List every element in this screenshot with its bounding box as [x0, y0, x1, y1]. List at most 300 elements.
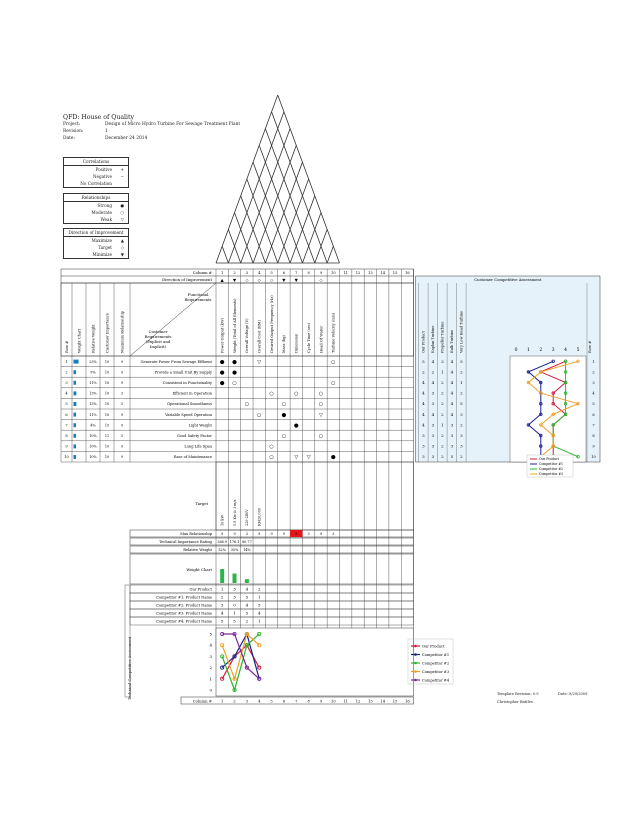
row-number-right: 4: [592, 391, 595, 396]
assessment-value: 2: [441, 390, 444, 396]
legend-marker: [414, 653, 417, 656]
relative-weight: 10%: [89, 434, 97, 438]
tech-comp-value: 1: [220, 586, 224, 592]
direction-symbol: ◇: [319, 277, 323, 283]
assessment-value: 2: [460, 454, 463, 460]
row-number-right: 2: [592, 370, 595, 375]
legend-label: Moderate: [91, 210, 112, 215]
tech-comp-value: 3: [233, 586, 236, 592]
tech-comp-value: 1: [257, 618, 261, 624]
legend-label: Competitor #3: [422, 669, 450, 674]
column-number: 16: [405, 271, 410, 275]
column-number-label: Column #: [192, 698, 212, 704]
column-number: 10: [331, 699, 336, 704]
weight-chart-bar: [233, 574, 237, 583]
max-relationship: 9: [120, 444, 124, 449]
max-rel-value: 9: [221, 532, 224, 536]
roof-line: [327, 246, 333, 263]
assessment-value: 3: [460, 411, 463, 417]
assessment-column-header: Propeller Turbine: [440, 321, 445, 353]
legend-marker: [414, 662, 417, 665]
assessment-value: 2: [460, 390, 463, 396]
column-number: 14: [380, 271, 386, 275]
relationships-title: Relationships: [64, 194, 128, 202]
direction-symbol: ◇: [257, 277, 261, 283]
row-number: 10: [64, 455, 69, 460]
tech-comp-value: 2: [220, 594, 224, 600]
max-rel-value: 3: [307, 532, 310, 536]
customer-importance: 10: [104, 391, 110, 396]
customer-importance: 10: [104, 359, 110, 364]
column-number: 8: [307, 271, 310, 275]
max-rel-value: 9: [282, 532, 286, 536]
max-rel-value: 3: [245, 532, 248, 536]
assessment-column-header: Our Product: [421, 331, 426, 353]
column-number: 6: [282, 271, 286, 275]
date-label: Date:: [63, 136, 75, 141]
column-number: 12: [355, 699, 361, 704]
tech-comp-value: 5: [245, 594, 249, 600]
max-rel-value: 9: [319, 532, 323, 536]
rel-weight-label: Relative Weight: [183, 548, 212, 552]
tech-comp-value: 5: [220, 618, 224, 624]
customer-importance: 10: [104, 381, 110, 385]
tech-comp-value: 2: [245, 618, 249, 624]
relationship-symbol: ●: [219, 369, 225, 376]
assessment-value: 2: [441, 411, 444, 417]
functional-req-title: Functional: [187, 292, 209, 297]
assessment-value: 3: [422, 454, 425, 460]
customer-requirement: Generate Power From Sewage Effluent: [140, 359, 212, 364]
legend-marker: [414, 670, 417, 673]
rel-weight-value: 14%: [243, 548, 251, 552]
row-number: 8: [65, 434, 68, 438]
plus-icon: +: [120, 167, 124, 172]
max-rel-value: 9: [233, 532, 236, 536]
footer-author: Christopher Battles: [497, 700, 533, 704]
footer-date: Date: 9/29/2009: [558, 692, 588, 696]
tech-comp-title: Technical Competitive Assessment: [128, 636, 132, 700]
relationship-symbol: ○: [331, 380, 336, 387]
assessment-value: 3: [431, 454, 435, 460]
relative-weight: 13%: [89, 391, 97, 396]
weight-chart-bar: [245, 579, 249, 583]
assessment-value: 4: [450, 401, 454, 407]
weight-chart-box: [130, 554, 414, 584]
assessment-value: 4: [431, 380, 435, 385]
assessment-value: 4: [422, 422, 425, 428]
assessment-value: 2: [460, 369, 463, 375]
assessment-value: 2: [441, 443, 444, 449]
weight-bar: [74, 444, 77, 448]
assessment-value: 3: [450, 443, 454, 449]
assessment-value: 5: [460, 358, 463, 364]
weight-bar: [74, 423, 77, 427]
row-number: 1: [65, 359, 68, 364]
assessment-value: 1: [460, 380, 463, 385]
functional-requirement: Weight (Total of All Elements): [232, 298, 237, 353]
roof-line: [228, 112, 284, 263]
weight-bar: [74, 391, 77, 395]
assessment-column-header: Bulb Turbine: [450, 329, 455, 353]
column-number: 9: [319, 699, 323, 704]
row-number: 2: [65, 370, 68, 375]
assessment-value: 3: [460, 443, 463, 449]
scale-tick: 2: [539, 348, 543, 353]
roof-line: [253, 145, 296, 263]
row-number-right: 7: [592, 423, 595, 428]
column-number: 1: [221, 271, 224, 275]
left-column-header: Row #: [64, 340, 69, 353]
max-relationship: 9: [120, 359, 124, 364]
assessment-value: 3: [431, 433, 435, 438]
relationship-symbol: ○: [269, 454, 274, 461]
weight-bar: [74, 434, 77, 438]
row-number-right: 10: [591, 455, 596, 460]
y-tick-label: 5: [209, 631, 212, 637]
row-number: 4: [65, 391, 68, 396]
left-column-header: Relative Weight: [91, 324, 96, 353]
relationship-symbol: ▽: [294, 454, 299, 461]
assessment-value: 4: [450, 358, 454, 364]
column-number: 10: [331, 271, 336, 275]
scale-tick: 3: [551, 348, 555, 353]
functional-requirement: Overall Cost (RM): [257, 320, 262, 353]
legend-label: Negative: [92, 174, 112, 179]
column-number: 16: [405, 699, 410, 704]
column-number: 13: [368, 699, 373, 704]
relationship-symbol: ●: [293, 422, 299, 429]
tech-comp-value: 2: [257, 586, 261, 592]
assessment-value: 4: [422, 390, 425, 396]
legend-label: Competitor #4: [422, 678, 450, 683]
assessment-value: 3: [422, 433, 425, 438]
assessment-value: 4: [422, 380, 425, 385]
customer-importance: 11: [104, 434, 110, 438]
weight-bar: [74, 370, 77, 374]
row-number-right: 1: [592, 359, 595, 364]
tech-imp-label: Technical Importance Rating: [159, 540, 212, 544]
legend-marker: [414, 679, 417, 682]
tech-comp-label: Competitor #4: Product Name: [156, 619, 212, 624]
assessment-column-header: Very Low Head Turbine: [459, 310, 464, 353]
scale-tick: 4: [564, 348, 568, 353]
assessment-value: 5: [450, 454, 454, 460]
assessment-value: 2: [441, 380, 444, 385]
target-value: 10 kW: [220, 515, 225, 526]
legend-label: Competitor #1: [422, 652, 450, 657]
triangle-up-icon: ▲: [120, 238, 124, 243]
rel-weight-value: 35%: [230, 548, 239, 552]
row-number: 3: [65, 381, 68, 385]
legend-label: Positive: [95, 167, 112, 172]
filled-circle-icon: ●: [120, 203, 124, 208]
legend-label: Competitor #2: [422, 661, 450, 666]
relationship-symbol: ○: [269, 444, 274, 451]
functional-requirement: Turbine Velocity (m/s): [331, 312, 336, 353]
weight-bar: [74, 402, 77, 406]
footer-template: Template Revision: 0.9: [497, 692, 539, 696]
relative-weight: 11%: [89, 381, 97, 385]
column-number: 7: [295, 699, 298, 704]
assessment-value: 3: [441, 358, 444, 364]
max-relationship: 9: [120, 455, 124, 460]
assessment-value: 4: [450, 411, 454, 417]
legend-label: Target: [98, 245, 112, 250]
max-rel-value: 9: [295, 532, 298, 536]
customer-requirement: Efficient in Operation: [172, 391, 212, 396]
customer-req-title: Implicit): [149, 344, 167, 349]
assessment-value: 4: [450, 369, 454, 375]
relative-weight: 4%: [90, 423, 96, 428]
column-number: 5: [270, 271, 273, 275]
project-label: Project:: [63, 122, 81, 127]
assessment-value: 5: [422, 358, 425, 364]
rel-weight-value: 52%: [218, 548, 226, 552]
minus-icon: −: [120, 174, 124, 179]
column-number: 6: [282, 699, 286, 704]
y-tick-label: 1: [209, 676, 212, 682]
target-value: RM20,000: [257, 508, 262, 526]
tech-imp-value: 176.1: [229, 540, 240, 544]
roof-line: [247, 179, 278, 263]
tech-comp-row: [130, 585, 414, 593]
max-relationship: 9: [120, 370, 124, 375]
assessment-value: 4: [422, 411, 425, 417]
relationship-symbol: ▽: [319, 412, 323, 419]
legend-label: Strong: [97, 203, 112, 208]
tech-comp-value: 5: [245, 610, 249, 616]
relationship-symbol: ○: [232, 380, 237, 387]
customer-requirement: Ease of Maintenance: [173, 455, 212, 460]
y-tick-label: 2: [209, 665, 212, 671]
relationship-symbol: ○: [331, 359, 336, 366]
tech-comp-value: 1: [233, 610, 236, 616]
relationship-symbol: ●: [281, 412, 287, 419]
relationship-symbol: ○: [269, 391, 274, 398]
customer-requirement: Good Safety Factor: [176, 434, 212, 438]
column-number: 2: [233, 699, 236, 704]
customer-importance: 10: [104, 455, 110, 460]
max-rel-value: 3: [332, 532, 335, 536]
tech-comp-label: Our Product: [189, 587, 212, 592]
row-number-right: 5: [592, 402, 595, 407]
relationship-symbol: ●: [232, 359, 237, 366]
tech-comp-value: 1: [257, 594, 261, 600]
column-number: 4: [258, 699, 261, 704]
page-title: QFD: House of Quality: [63, 114, 134, 121]
assessment-value: 2: [441, 401, 444, 407]
relationship-symbol: ▽: [306, 454, 311, 461]
relationship-symbol: ○: [318, 433, 324, 440]
assessment-value: 3: [431, 390, 435, 396]
column-number: 8: [307, 699, 310, 704]
relationship-symbol: ●: [219, 359, 225, 366]
assessment-value: 4: [431, 358, 435, 364]
tech-comp-label: Competitor #1: Product Name: [156, 595, 212, 600]
revision-label: Revision:: [63, 129, 84, 134]
customer-assessment-title: Customer Competitive Assessment: [474, 277, 542, 282]
y-tick-label: 0: [209, 687, 212, 693]
assessment-value: 2: [422, 369, 425, 375]
column-number: 12: [355, 271, 361, 275]
triangle-down-icon: ▼: [120, 252, 124, 257]
row-number-header-right: Row #: [588, 340, 592, 353]
row-number: 7: [65, 423, 68, 428]
customer-requirement: Provide a Small Unit By Supply: [154, 370, 212, 375]
circle-icon: ○: [120, 210, 124, 215]
tech-comp-value: 4: [220, 610, 224, 616]
column-number: 3: [245, 699, 249, 704]
customer-req-title: Customer: [148, 329, 168, 334]
assessment-value: 4: [431, 411, 435, 417]
max-rel-value: 9: [270, 532, 273, 536]
relationship-symbol: ▽: [257, 359, 262, 366]
relationship-symbol: ●: [232, 369, 237, 376]
assessment-value: 1: [441, 369, 444, 375]
legend-label: Maximize: [91, 238, 112, 243]
tech-comp-value: 0: [233, 602, 236, 608]
date-value: December 24 2014: [105, 136, 148, 141]
functional-requirement: Desired Output Frequency (Hz): [269, 295, 274, 353]
tech-comp-value: 5: [233, 618, 236, 624]
tech-comp-value: 4: [245, 586, 249, 592]
weight-bar: [74, 455, 77, 459]
diamond-icon: ◇: [120, 245, 124, 250]
correlations-title: Correlations: [64, 158, 128, 166]
customer-req-title: Requirements: [144, 334, 172, 339]
assessment-legend-label: Our Product: [539, 457, 559, 462]
max-relationship: 3: [120, 434, 124, 438]
relationship-symbol: ○: [244, 401, 250, 408]
assessment-value: 2: [441, 433, 444, 438]
direction-symbol: ▲: [220, 277, 224, 283]
row-number-right: 8: [592, 434, 595, 438]
column-number: 15: [392, 271, 398, 275]
roof-line: [278, 179, 309, 263]
row-number: 5: [65, 402, 68, 407]
max-relationship: 3: [120, 402, 124, 407]
roof-line: [259, 145, 302, 263]
max-relationship: 9: [120, 381, 124, 385]
scale-tick: 0: [514, 348, 518, 353]
column-number: 13: [368, 271, 373, 275]
legend-label: Weak: [100, 217, 112, 222]
legend-label: Our Product: [422, 644, 445, 649]
direction-symbol: ▼: [232, 277, 237, 283]
row-number: 6: [65, 412, 68, 417]
column-number: 7: [295, 271, 298, 275]
assessment-column-header: Kaplan Turbine: [431, 325, 436, 353]
functional-requirement: Overall Voltage (V): [245, 318, 250, 353]
assessment-value: 1: [441, 422, 444, 428]
max-relationship: 3: [120, 391, 124, 396]
relative-weight: 23%: [89, 359, 97, 364]
tech-comp-value: 3: [233, 594, 236, 600]
tech-comp-value: 5: [257, 602, 261, 608]
row-number: 9: [65, 444, 68, 449]
assessment-value: 2: [441, 454, 444, 460]
left-column-header: Maximum Relationship: [120, 310, 125, 353]
tech-comp-value: 4: [257, 610, 261, 616]
assessment-value: 4: [450, 390, 454, 396]
relationship-symbol: ●: [219, 380, 225, 387]
assessment-value: 3: [431, 443, 435, 449]
relationship-symbol: ○: [257, 412, 262, 419]
functional-requirement: Head Of Water: [319, 325, 324, 353]
customer-importance: 10: [104, 444, 110, 449]
column-number: 4: [258, 271, 261, 275]
direction-symbol: ▼: [294, 277, 298, 283]
relative-weight: 10%: [89, 455, 97, 460]
tech-imp-value: 80.77: [242, 540, 252, 544]
target-value: 220-240V: [245, 509, 250, 526]
customer-req-title: (Explicit and: [145, 339, 171, 344]
customer-importance: 15: [104, 423, 110, 428]
assessment-value: 2: [431, 369, 435, 375]
y-tick-label: 3: [209, 653, 212, 659]
assessment-legend-label: Competitor #1: [539, 462, 564, 467]
max-rel-value: 9: [258, 532, 261, 536]
revision-value: 1: [105, 129, 108, 134]
y-tick-label: 4: [209, 642, 212, 648]
assessment-value: 4: [422, 401, 425, 407]
assessment-legend-label: Competitor #2: [539, 467, 564, 472]
tech-comp-value: 4: [245, 602, 249, 608]
tech-comp-label: Competitor #2: Product Name: [156, 603, 212, 608]
weight-bar: [74, 413, 77, 417]
functional-requirement: Cycle Time (sec): [306, 322, 311, 353]
target-label: Target: [195, 501, 208, 506]
column-number: 1: [221, 699, 224, 704]
relative-weight: 11%: [89, 412, 97, 417]
functional-req-title: Requirements: [184, 297, 212, 302]
column-number-label: Column #: [192, 270, 212, 275]
column-number: 2: [233, 271, 236, 275]
assessment-value: 3: [460, 433, 463, 438]
target-value: 1.5 Kw & 3 m/s: [232, 499, 237, 526]
assessment-value: 3: [431, 422, 435, 428]
assessment-value: 4: [450, 380, 454, 385]
relative-weight: 9%: [90, 370, 96, 375]
left-column-header: Weight Chart: [77, 328, 82, 353]
assessment-value: 3: [431, 401, 435, 407]
direction-symbol: ◇: [269, 277, 274, 283]
customer-importance: 10: [104, 402, 110, 407]
functional-requirement: Power Output (kW): [220, 317, 225, 353]
column-number: 14: [380, 699, 386, 704]
customer-importance: 10: [104, 370, 110, 375]
column-number: 11: [343, 699, 348, 704]
relative-weight: 13%: [89, 402, 97, 407]
roof-line: [272, 112, 328, 263]
max-relationship: 9: [120, 412, 124, 417]
scale-tick: 1: [526, 348, 530, 353]
customer-requirement: Variable Speed Operation: [165, 412, 212, 417]
direction-symbol: ◇: [245, 277, 249, 283]
weight-bar: [74, 360, 79, 364]
column-number: 11: [343, 271, 348, 275]
column-number: 5: [270, 699, 273, 704]
tech-comp-label: Competitor #3: Product Name: [156, 611, 212, 616]
weight-chart-label: Weight Chart: [186, 567, 212, 572]
max-relationship: 9: [120, 423, 124, 428]
assessment-value: 2: [460, 422, 463, 428]
triangle-down-icon: ▽: [120, 217, 124, 222]
column-number: 15: [392, 699, 398, 704]
direction-label: Direction of Improvement: [162, 277, 212, 282]
relationship-symbol: ○: [318, 401, 324, 408]
